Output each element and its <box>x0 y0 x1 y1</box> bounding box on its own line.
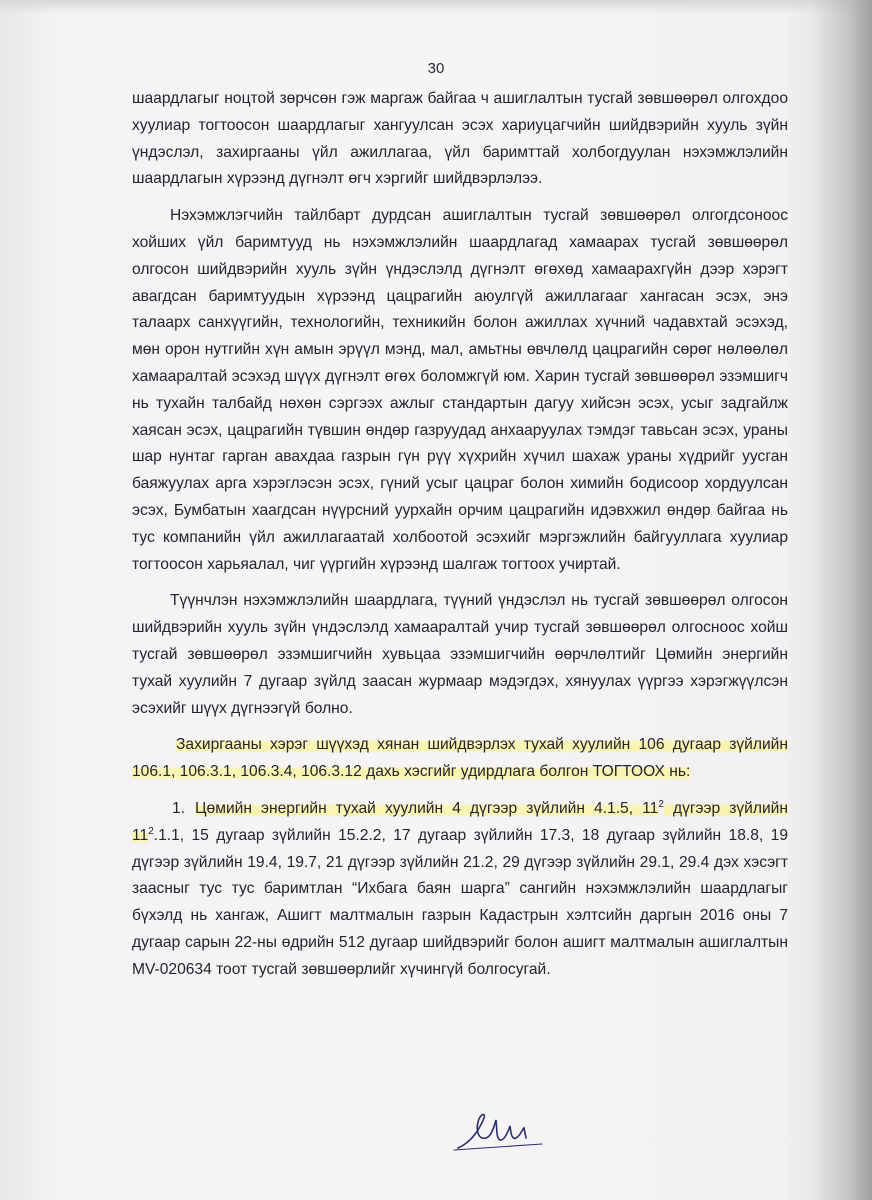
highlighted-text: Захиргааны хэрэг шүүхэд хянан шийдвэрлэх тухай хуулийн 106 дугаар зүйлийн 106.1, 106.3.1, 106.3.4, 106.3.12 дахь хэсгийг удирдлага болгон ТОГТООХ нь: <box>132 736 788 781</box>
item-text-c: .1.1, 15 дугаар зүйлийн 15.2.2, 17 дугаар зүйлийн 17.3, 18 дугаар зүйлийн 18.8, 19 дүгээр зүйлийн 19.4, 19.7, 21 дүгээр зүйлийн 21.2, 29 дүгээр зүйлийн 29.1, 29.4 дэх хэсэгт заасныг тус тус баримтлан “Ихбага баян шарга” сангийн нэхэмжлэлийн шаардлагыг бүхэлд нь хангаж, Ашигт малтмалын газрын Кадастрын хэлтсийн даргын 2016 оны 7 дугаар сарын 22-ны өдрийн 512 дугаар шийдвэрийг болон ашигт малтмалын ашиглалтын MV-020634 тоот тусгай зөвшөөрлийг хүчингүй болгосугай. <box>132 826 788 978</box>
paragraph-2: Нэхэмжлэгчийн тайлбарт дурдсан ашиглалтын тусгай зөвшөөрөл олгогдсоноос хойших үйл баримтууд нь нэхэмжлэлийн шаардлагад хамаарах тусгай зөвшөөрөл олгосон шийдвэрийн хууль зүйн үндэслэлд дүгнэлт өгөхөд хамаарахгүйн дээр хэрэгт авагдсан баримтуудын хүрээнд цацрагийн аюулгүй ажиллагааг хангасан эсэх, энэ талаарх санхүүгийн, технологийн, техникийн болон ажиллах хүчний чадавхтай эсэхэд, мөн орон нутгийн хүн амын эрүүл мэнд, мал, амьтны өвчлөлд цацрагийн сөрөг нөлөөлөл хамааралтай эсэхэд шүүх дүгнэлт өгөх боломжгүй юм. Харин тусгай зөвшөөрөл эзэмшигч нь тухайн талбайд нөхөн сэргээх ажлыг стандартын дагуу хийсэн эсэх, усыг задгайлж хаясан эсэх, цацрагийн түвшин өндөр газруудад анхааруулах тэмдэг тавьсан эсэх, ураны шар нунтаг гарган авахдаа газрын гүн рүү хүхрийн хүчил шахаж ураны хүдрийг уусган баяжуулах арга хэрэглэсэн эсэх, гүний усыг цацраг болон химийн бодисоор хордуулсан эсэх, Бумбатын хаагдсан нүүрсний уурхайн орчим цацрагийн идэвхжил өндөр байгаа нь тус компанийн үйл ажиллагаатай холбоотой эсэхийг мэргэжлийн байгууллага хуулиар тогтоосон харьяалал, чиг үүргийн хүрээнд шалгаж тогтоох учиртай. <box>132 207 788 573</box>
document-body <box>132 86 788 984</box>
signature-icon <box>450 1108 550 1158</box>
right-edge-shadow <box>812 0 872 1200</box>
superscript-b: 2 <box>148 825 154 837</box>
paragraph-3: Түүнчлэн нэхэмжлэлийн шаардлага, түүний үндэслэл нь тусгай зөвшөөрөл олгосон шийдвэрийн хууль зүйн үндэслэлд хамааралтай учир тусгай зөвшөөрөл олгосноос хойш тусгай зөвшөөрөл эзэмшигчийн хувьцаа эзэмшигчийн өөрчлөлтийг Цөмийн энергийн тухай хуулийн 7 дугаар зүйлд заасан журмаар мэдэгдэх, хянуулах үүргээ хэрэгжүүлсэн эсэхийг шүүх дүгнээгүй болно. <box>132 592 788 717</box>
superscript-a: 2 <box>658 798 664 810</box>
paragraph-4-decision-intro <box>132 732 788 786</box>
item-text-b: дүгээр зүйлийн 11 <box>132 799 788 844</box>
page-number: 30 <box>427 60 445 77</box>
paragraph-1: шаардлагыг ноцтой зөрчсөн гэж маргаж байгаа ч ашиглалтын тусгай зөвшөөрөл олгохдоо хуулиар тогтоосон шаардлагыг хангуулсан эсэх хариуцагчийн шийдвэрийн хууль зүйн үндэслэл, захиргааны үйл ажиллагаа, үйл баримттай холбогдуулан нэхэмжлэлийн шаардлагын хүрээнд дүгнэлт өгч хэргийг шийдвэрлэлээ. <box>132 90 788 188</box>
item-number: 1. <box>172 799 186 817</box>
item-text-a: Цөмийн энергийн тухай хуулийн 4 дүгээр зүйлийн 4.1.5, 11 <box>195 799 659 817</box>
decision-item-1 <box>132 796 788 984</box>
top-edge-shadow <box>0 0 872 14</box>
